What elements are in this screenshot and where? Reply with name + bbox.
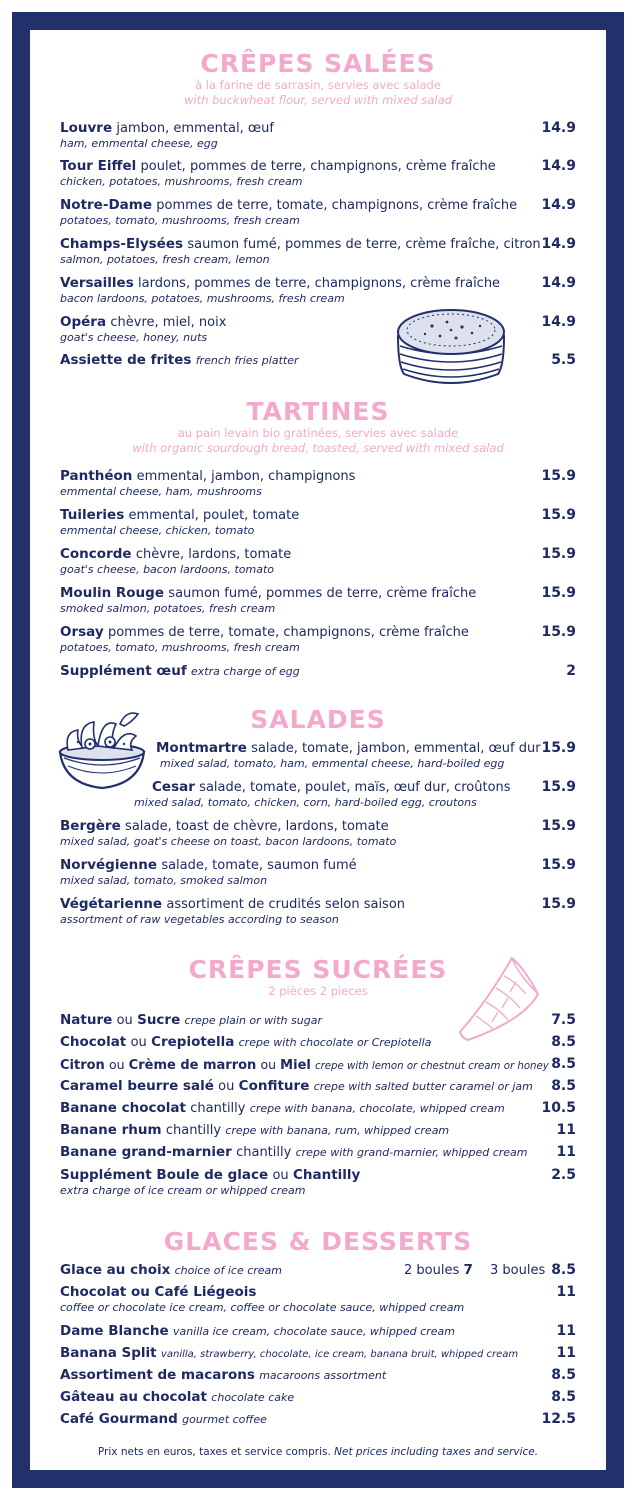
item-price: 15.9 <box>541 779 576 795</box>
or-word: ou <box>218 1079 235 1094</box>
item-price: 7.5 <box>551 1012 576 1028</box>
menu-item <box>60 1345 576 1363</box>
item-desc: chantilly <box>236 1145 292 1160</box>
item-price: 5.5 <box>551 352 576 368</box>
section-crepes-salees <box>30 50 606 108</box>
item-price: 15.9 <box>541 857 576 873</box>
item-name: Montmartre <box>156 740 247 756</box>
section-subtitle-en: with organic sourdough bread, toasted, served with mixed salad <box>132 441 504 455</box>
item-name: Opéra <box>60 314 107 330</box>
item-desc: poulet, pommes de terre, champignons, crème fraîche <box>140 159 496 174</box>
item-name: Banane chocolat <box>60 1100 186 1116</box>
footer-note <box>30 1446 606 1458</box>
item-desc-en: french fries platter <box>195 354 299 367</box>
item-name: Supplément Boule de glace <box>60 1167 269 1183</box>
item-desc-en: choice of ice cream <box>174 1264 283 1277</box>
item-name: Assiette de frites <box>60 352 192 368</box>
item-desc-en: ham, emmental cheese, egg <box>60 137 218 150</box>
item-price: 14.9 <box>541 236 576 252</box>
item-name-alt: Miel <box>280 1058 311 1073</box>
menu-item <box>60 1100 576 1117</box>
item-price: 8.5 <box>551 1056 576 1072</box>
item-desc-en: potatoes, tomato, mushrooms, fresh cream <box>60 641 300 654</box>
section-title: CRÊPES SUCRÉES <box>188 955 448 984</box>
option-2-scoops: 2 boules 7 <box>404 1262 473 1278</box>
menu-item <box>60 1367 576 1384</box>
item-name: Cesar <box>152 779 195 795</box>
item-price: 15.9 <box>541 624 576 640</box>
item-desc-en: vanilla ice cream, chocolate sauce, whipped cream <box>172 1325 455 1338</box>
item-desc: emmental, poulet, tomate <box>128 508 300 523</box>
menu-item <box>60 1144 576 1161</box>
item-desc-en: mixed salad, tomato, ham, emmental cheese, hard-boiled egg <box>160 757 505 770</box>
menu-item <box>60 857 576 888</box>
section-title: GLACES & DESSERTS <box>163 1227 473 1256</box>
menu-item <box>60 1262 576 1279</box>
option-2-scoops-price: 7 <box>463 1262 473 1278</box>
item-name: Tuileries <box>60 507 125 523</box>
item-price: 15.9 <box>541 818 576 834</box>
item-desc: assortiment de crudités selon saison <box>166 897 406 912</box>
menu-page <box>30 30 606 1470</box>
item-price: 8.5 <box>551 1078 576 1094</box>
item-price: 8.5 <box>551 1367 576 1383</box>
item-desc: jambon, emmental, œuf <box>116 121 274 136</box>
item-price: 11 <box>556 1122 576 1138</box>
item-desc: salade, tomate, poulet, maïs, œuf dur, croûtons <box>199 780 511 795</box>
item-name: Bergère <box>60 818 121 834</box>
item-name: Glace au choix <box>60 1262 171 1278</box>
item-price: 10.5 <box>541 1100 576 1116</box>
item-desc-en: goat's cheese, honey, nuts <box>60 331 208 344</box>
or-word: ou <box>272 1168 289 1183</box>
item-name: Concorde <box>60 546 132 562</box>
item-desc-en: chicken, potatoes, mushrooms, fresh cream <box>60 175 303 188</box>
item-desc-en: crepe with banana, chocolate, whipped cream <box>249 1102 505 1115</box>
item-desc-en: bacon lardoons, potatoes, mushrooms, fresh cream <box>60 292 345 305</box>
item-name: Louvre <box>60 120 113 136</box>
item-name: Banane rhum <box>60 1122 162 1138</box>
item-desc-en: crepe with salted butter caramel or jam <box>313 1080 533 1093</box>
menu-item <box>60 1012 576 1029</box>
item-name: Dame Blanche <box>60 1323 169 1339</box>
section-glaces-desserts <box>30 1228 606 1256</box>
item-name: Chocolat <box>60 1034 127 1050</box>
item-desc-en: crepe with banana, rum, whipped cream <box>225 1124 450 1137</box>
or-word: ou <box>116 1013 133 1028</box>
or-word: ou <box>108 1057 125 1072</box>
item-desc-en: crepe with chocolate or Crepiotella <box>238 1036 432 1049</box>
item-desc-en: crepe with lemon or chestnut cream or honey <box>314 1061 549 1072</box>
item-name-alt: Chantilly <box>292 1167 361 1183</box>
item-price: 15.9 <box>541 585 576 601</box>
item-desc-en: salmon, potatoes, fresh cream, lemon <box>60 253 270 266</box>
section-title: TARTINES <box>246 397 390 426</box>
item-price: 15.9 <box>541 507 576 523</box>
item-desc-en: smoked salmon, potatoes, fresh cream <box>60 602 276 615</box>
item-name: Notre-Dame <box>60 197 152 213</box>
item-desc-en: emmental cheese, ham, mushrooms <box>60 485 262 498</box>
item-name: Supplément œuf <box>60 663 187 679</box>
item-price: 14.9 <box>541 120 576 136</box>
item-desc: pommes de terre, tomate, champignons, crème fraîche <box>107 625 469 640</box>
item-desc: saumon fumé, pommes de terre, crème fraîche, citron <box>187 237 541 252</box>
item-name: Assortiment de macarons <box>60 1367 255 1383</box>
item-price: 11 <box>556 1284 576 1300</box>
item-desc-en: goat's cheese, bacon lardoons, tomato <box>60 563 275 576</box>
menu-item <box>60 1078 576 1095</box>
item-desc-en: vanilla, strawberry, chocolate, ice cream, banana bruit, whipped cream <box>160 1349 519 1360</box>
section-subtitle-fr: au pain levain bio gratinées, servies avec salade <box>177 426 459 440</box>
item-price: 11 <box>556 1323 576 1339</box>
item-desc-en: crepe with grand-marnier, whipped cream <box>295 1146 528 1159</box>
menu-item <box>60 1122 576 1139</box>
menu-item <box>60 1323 576 1340</box>
item-name: Nature <box>60 1012 113 1028</box>
item-desc-en: mixed salad, tomato, smoked salmon <box>60 874 268 887</box>
item-desc: lardons, pommes de terre, champignons, crème fraîche <box>138 276 501 291</box>
item-name: Norvégienne <box>60 857 158 873</box>
item-desc-en: potatoes, tomato, mushrooms, fresh cream <box>60 214 300 227</box>
item-name: Café Gourmand <box>60 1411 178 1427</box>
section-subtitle: 2 pièces 2 pieces <box>268 984 368 998</box>
option-3-scoops: 3 boules <box>490 1263 546 1278</box>
section-tartines <box>30 398 606 456</box>
item-name: Banana Split <box>60 1345 157 1361</box>
menu-item <box>60 1056 576 1075</box>
item-desc: pommes de terre, tomate, champignons, crème fraîche <box>156 198 518 213</box>
item-price: 14.9 <box>541 275 576 291</box>
item-price: 15.9 <box>541 468 576 484</box>
item-price: 14.9 <box>541 314 576 330</box>
menu-item <box>60 896 576 927</box>
item-desc: chantilly <box>165 1123 222 1138</box>
item-desc-en: mixed salad, tomato, chicken, corn, hard-boiled egg, croutons <box>134 796 477 809</box>
section-subtitle-en: with buckwheat flour, served with mixed salad <box>184 93 452 107</box>
item-price: 14.9 <box>541 197 576 213</box>
item-price: 8.5 <box>551 1262 576 1278</box>
item-name: Orsay <box>60 624 104 640</box>
item-name: Caramel beurre salé <box>60 1078 214 1094</box>
item-name: Panthéon <box>60 468 133 484</box>
item-desc-en: extra charge of egg <box>191 665 300 678</box>
item-desc: saumon fumé, pommes de terre, crème fraîche <box>168 586 477 601</box>
item-desc-en: mixed salad, goat's cheese on toast, bacon lardoons, tomato <box>60 835 397 848</box>
menu-item <box>60 120 576 151</box>
menu-item <box>60 585 576 616</box>
item-name: Citron <box>60 1058 105 1073</box>
menu-item <box>60 1034 576 1051</box>
item-name: Versailles <box>60 275 134 291</box>
item-desc-en: gourmet coffee <box>182 1413 267 1426</box>
item-price: 14.9 <box>541 158 576 174</box>
item-price: 8.5 <box>551 1389 576 1405</box>
item-price: 15.9 <box>541 896 576 912</box>
item-name: Champs-Elysées <box>60 236 184 252</box>
footer-fr: Prix nets en euros, taxes et service compris. <box>97 1446 331 1458</box>
menu-item <box>60 818 576 849</box>
section-title: CRÊPES SALÉES <box>200 49 436 78</box>
menu-item <box>60 236 576 267</box>
item-desc: salade, tomate, saumon fumé <box>161 858 357 873</box>
menu-item <box>60 468 576 499</box>
menu-item <box>60 158 576 189</box>
item-desc: salade, tomate, jambon, emmental, œuf dur <box>251 741 541 756</box>
menu-item <box>134 779 576 810</box>
menu-item <box>60 1411 576 1428</box>
item-name-alt: Confiture <box>238 1078 310 1094</box>
item-price: 2 <box>566 663 576 679</box>
item-price: 15.9 <box>541 740 576 756</box>
item-desc-en: assortment of raw vegetables according to season <box>60 913 339 926</box>
menu-item <box>60 663 576 680</box>
item-price: 8.5 <box>551 1034 576 1050</box>
item-name: Végétarienne <box>60 896 163 912</box>
section-subtitle-fr: à la farine de sarrasin, servies avec salade <box>195 78 441 92</box>
or-word: ou <box>130 1035 147 1050</box>
item-name: Gâteau au chocolat <box>60 1389 207 1405</box>
menu-item <box>60 1284 576 1315</box>
item-desc-en: extra charge of ice cream or whipped cream <box>60 1184 306 1197</box>
menu-item <box>60 1389 576 1406</box>
section-title: SALADES <box>250 705 386 734</box>
item-name-alt: Sucre <box>137 1012 181 1028</box>
item-name-alt: Crème de marron <box>128 1058 257 1073</box>
item-desc-en: coffee or chocolate ice cream, coffee or chocolate sauce, whipped cream <box>60 1301 465 1314</box>
item-desc: salade, toast de chèvre, lardons, tomate <box>125 819 389 834</box>
item-desc: chèvre, miel, noix <box>110 315 227 330</box>
item-desc-en: macaroons assortment <box>259 1369 387 1382</box>
menu-item <box>60 546 576 577</box>
menu-item <box>60 197 576 228</box>
menu-item <box>60 1167 576 1198</box>
item-desc: chantilly <box>190 1101 246 1116</box>
footer-en: Net prices including taxes and service. <box>334 1446 539 1458</box>
item-price: 11 <box>556 1345 576 1361</box>
item-name-alt: Crepiotella <box>151 1034 235 1050</box>
item-price: 15.9 <box>541 546 576 562</box>
crepe-slice-icon <box>454 954 550 1046</box>
menu-item <box>60 507 576 538</box>
item-desc-en: chocolate cake <box>211 1391 295 1404</box>
item-desc: chèvre, lardons, tomate <box>135 547 292 562</box>
menu-item <box>156 740 576 771</box>
item-price: 2.5 <box>551 1167 576 1183</box>
item-desc: emmental, jambon, champignons <box>136 469 356 484</box>
item-price: 11 <box>556 1144 576 1160</box>
item-name: Banane grand-marnier <box>60 1144 232 1160</box>
crepe-stack-icon <box>392 296 510 392</box>
item-name: Moulin Rouge <box>60 585 164 601</box>
item-name: Tour Eiffel <box>60 158 137 174</box>
item-name: Chocolat ou Café Liégeois <box>60 1284 257 1300</box>
item-desc-en: emmental cheese, chicken, tomato <box>60 524 255 537</box>
item-desc-en: crepe plain or with sugar <box>184 1014 322 1027</box>
or-word: ou <box>260 1057 277 1072</box>
item-price: 12.5 <box>541 1411 576 1427</box>
menu-item <box>60 624 576 655</box>
